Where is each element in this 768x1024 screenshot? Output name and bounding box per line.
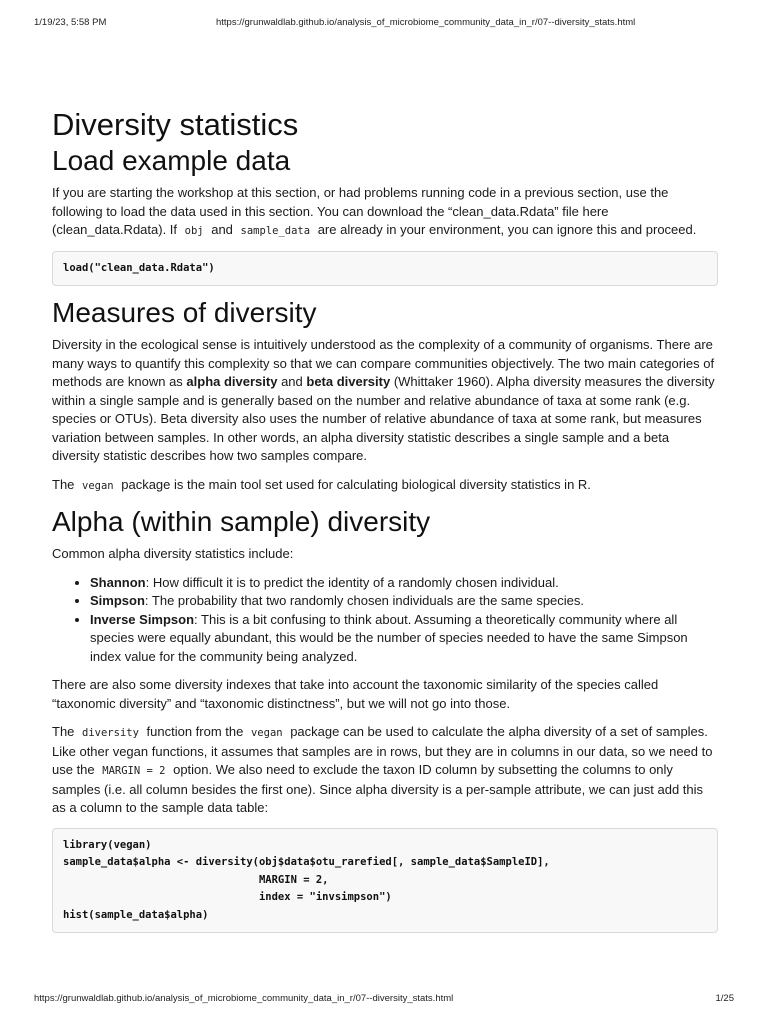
page-number: 1/25 xyxy=(715,993,734,1004)
heading-load-example-data: Load example data xyxy=(52,145,291,176)
code-vegan: vegan xyxy=(82,479,114,492)
page-title: Diversity statistics xyxy=(52,107,299,142)
taxonomic-paragraph: There are also some diversity indexes that take into account the taxonomic similarity of the species called “taxonomic diversity” and “taxonomic distinctness”, but we will not go into those. xyxy=(52,677,659,711)
alpha-statistics-list xyxy=(52,574,718,667)
load-paragraph: If you are starting the workshop at this section, or had problems running code in a previous section, use the following to load the data used in this section. You can download the “clean_data.Rdata” file here (clean_data.Rdata). If obj and sample_data are already in your environment, you can ignore this and proceed. xyxy=(52,185,697,237)
list-item: • Shannon: How difficult it is to predict the identity of a randomly chosen individual. xyxy=(90,574,718,593)
print-header xyxy=(34,17,734,31)
code-block-alpha[interactable] xyxy=(52,828,718,934)
heading-measures-of-diversity: Measures of diversity xyxy=(52,297,317,328)
measures-paragraph-2: The vegan package is the main tool set used for calculating biological diversity statistics in R. xyxy=(52,476,591,492)
footer-url: https://grunwaldlab.github.io/analysis_of_microbiome_community_data_in_r/07--diversity_stats.html xyxy=(34,993,454,1004)
code-sample-data: sample_data xyxy=(240,225,311,237)
alpha-intro: Common alpha diversity statistics include: xyxy=(52,546,294,561)
beta-diversity-term: beta diversity xyxy=(306,374,391,389)
print-url: https://grunwaldlab.github.io/analysis_of_microbiome_community_data_in_r/07--diversity_stats.html xyxy=(216,17,636,28)
print-footer xyxy=(34,993,734,1007)
code-vegan: vegan xyxy=(250,727,283,739)
code-block-load[interactable] xyxy=(52,251,718,287)
article-content xyxy=(52,106,718,943)
measures-paragraph-1: Diversity in the ecological sense is intuitively understood as the complexity of a community of organisms. There are many ways to quantify this complexity so that we can compare communities objectively. The two main categories of methods are known as alpha diversity and beta diversity (Whittaker 1960). Alpha diversity measures the diversity within a single sample and is generally based on the number and relative abundance of taxa at some rank (e.g. species or OTUs). Beta diversity also uses the number of relative abundance of taxa at some rank, but measures variation between samples. In other words, an alpha diversity statistic describes a single sample and a beta diversity statistic describes how two samples compare. xyxy=(52,337,715,463)
code-obj: obj xyxy=(184,225,204,237)
heading-alpha-diversity: Alpha (within sample) diversity xyxy=(52,506,431,537)
code-diversity: diversity xyxy=(82,727,139,739)
code-margin: MARGIN = 2 xyxy=(102,765,166,777)
list-item: • Inverse Simpson: This is a bit confusing to think about. Assuming a theoretically community where all species were equally abundant, this would be the number of species needed to have the same Simpson index value for the community being analyzed. xyxy=(90,611,718,667)
code-load: load("clean_data.Rdata") xyxy=(63,261,215,274)
print-datetime: 1/19/23, 5:58 PM xyxy=(34,17,107,28)
diversity-function-paragraph: The diversity function from the vegan package can be used to calculate the alpha diversity of a set of samples. Like other vegan functions, it assumes that samples are in rows, but they are in columns in our data, so we need to use the MARGIN = 2 option. We also need to exclude the taxon ID column by subsetting the columns to only samples (i.e. all column besides the first one). Since alpha diversity is a per-sample attribute, we can just add this as a column to the sample data table: xyxy=(52,724,713,815)
code-alpha: library(vegan) sample_data$alpha <- diversity(obj$data$otu_rarefied[, sample_data$SampleID], MARGIN = 2, index = "invsimpson") hist(sample_data$alpha) xyxy=(63,838,550,921)
list-item: • Simpson: The probability that two randomly chosen individuals are the same species. xyxy=(90,592,718,611)
alpha-diversity-term: alpha diversity xyxy=(186,374,278,389)
